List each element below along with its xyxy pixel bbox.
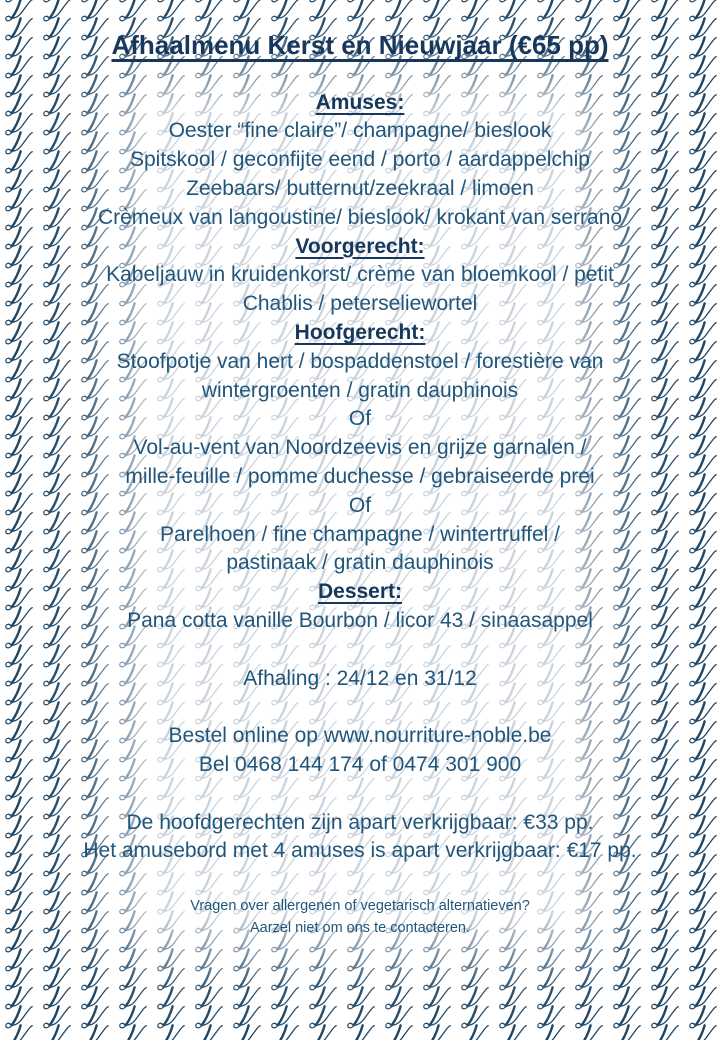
spacer [36,780,684,809]
allergen-question-line: Vragen over allergenen of vegetarisch alternatieven? [190,897,530,914]
order-phone-line: Bel 0468 144 174 of 0474 301 900 [198,752,522,776]
price-amuses-line: Het amusebord met 4 amuses is apart verkrijgbaar: €17 pp. [83,839,637,863]
menu-item: Chablis / peterseliewortel [242,292,478,316]
menu-item: mille-feuille / pomme duchesse / gebraiseerde prei [125,464,595,488]
menu-item: Zeebaars/ butternut/zeekraal / limoen [186,176,534,200]
menu-item: Kabeljauw in kruidenkorst/ crème van bloemkool / petit [106,263,614,287]
pickup-dates-line: Afhaling : 24/12 en 31/12 [243,666,477,690]
menu-content [36,31,684,939]
section-heading: Amuses: [315,90,405,114]
spacer [36,866,684,895]
menu-item: Crèmeux van langoustine/ bieslook/ krokant van serrano [97,205,623,229]
order-online-line: Bestel online op www.nourriture-noble.be [168,724,552,748]
menu-item: Pana cotta vanille Bourbon / licor 43 / sinaasappel [127,608,593,632]
contact-note-line: Aarzel niet om ons te contacteren. [249,919,471,936]
menu-item: Vol-au-vent van Noordzeevis en grijze garnalen / [133,436,587,460]
menu-sections [36,89,684,636]
menu-item: Of [348,493,372,517]
menu-item: Spitskool / geconfijte eend / porto / aardappelchip [130,148,590,172]
menu-item: Parelhoen / fine champagne / wintertruffel / [159,522,560,546]
menu-item: Stoofpotje van hert / bospaddenstoel / forestière van [116,349,604,373]
section-heading: Hoofgerecht: [294,320,426,344]
section-heading: Voorgerecht: [295,234,425,258]
menu-title: Afhaalmenu Kerst en Nieuwjaar (€65 pp) [111,30,609,60]
menu-item: wintergroenten / gratin dauphinois [201,378,519,402]
section-heading: Dessert: [317,580,403,604]
spacer [36,636,684,665]
menu-item: Of [348,407,372,431]
menu-item: pastinaak / gratin dauphinois [226,551,494,575]
price-mains-line: De hoofdgerechten zijn apart verkrijgbaar: €33 pp. [126,810,594,834]
spacer [36,693,684,722]
menu-item: Oester “fine claire”/ champagne/ bieslook [168,119,552,143]
spacer [36,60,684,89]
